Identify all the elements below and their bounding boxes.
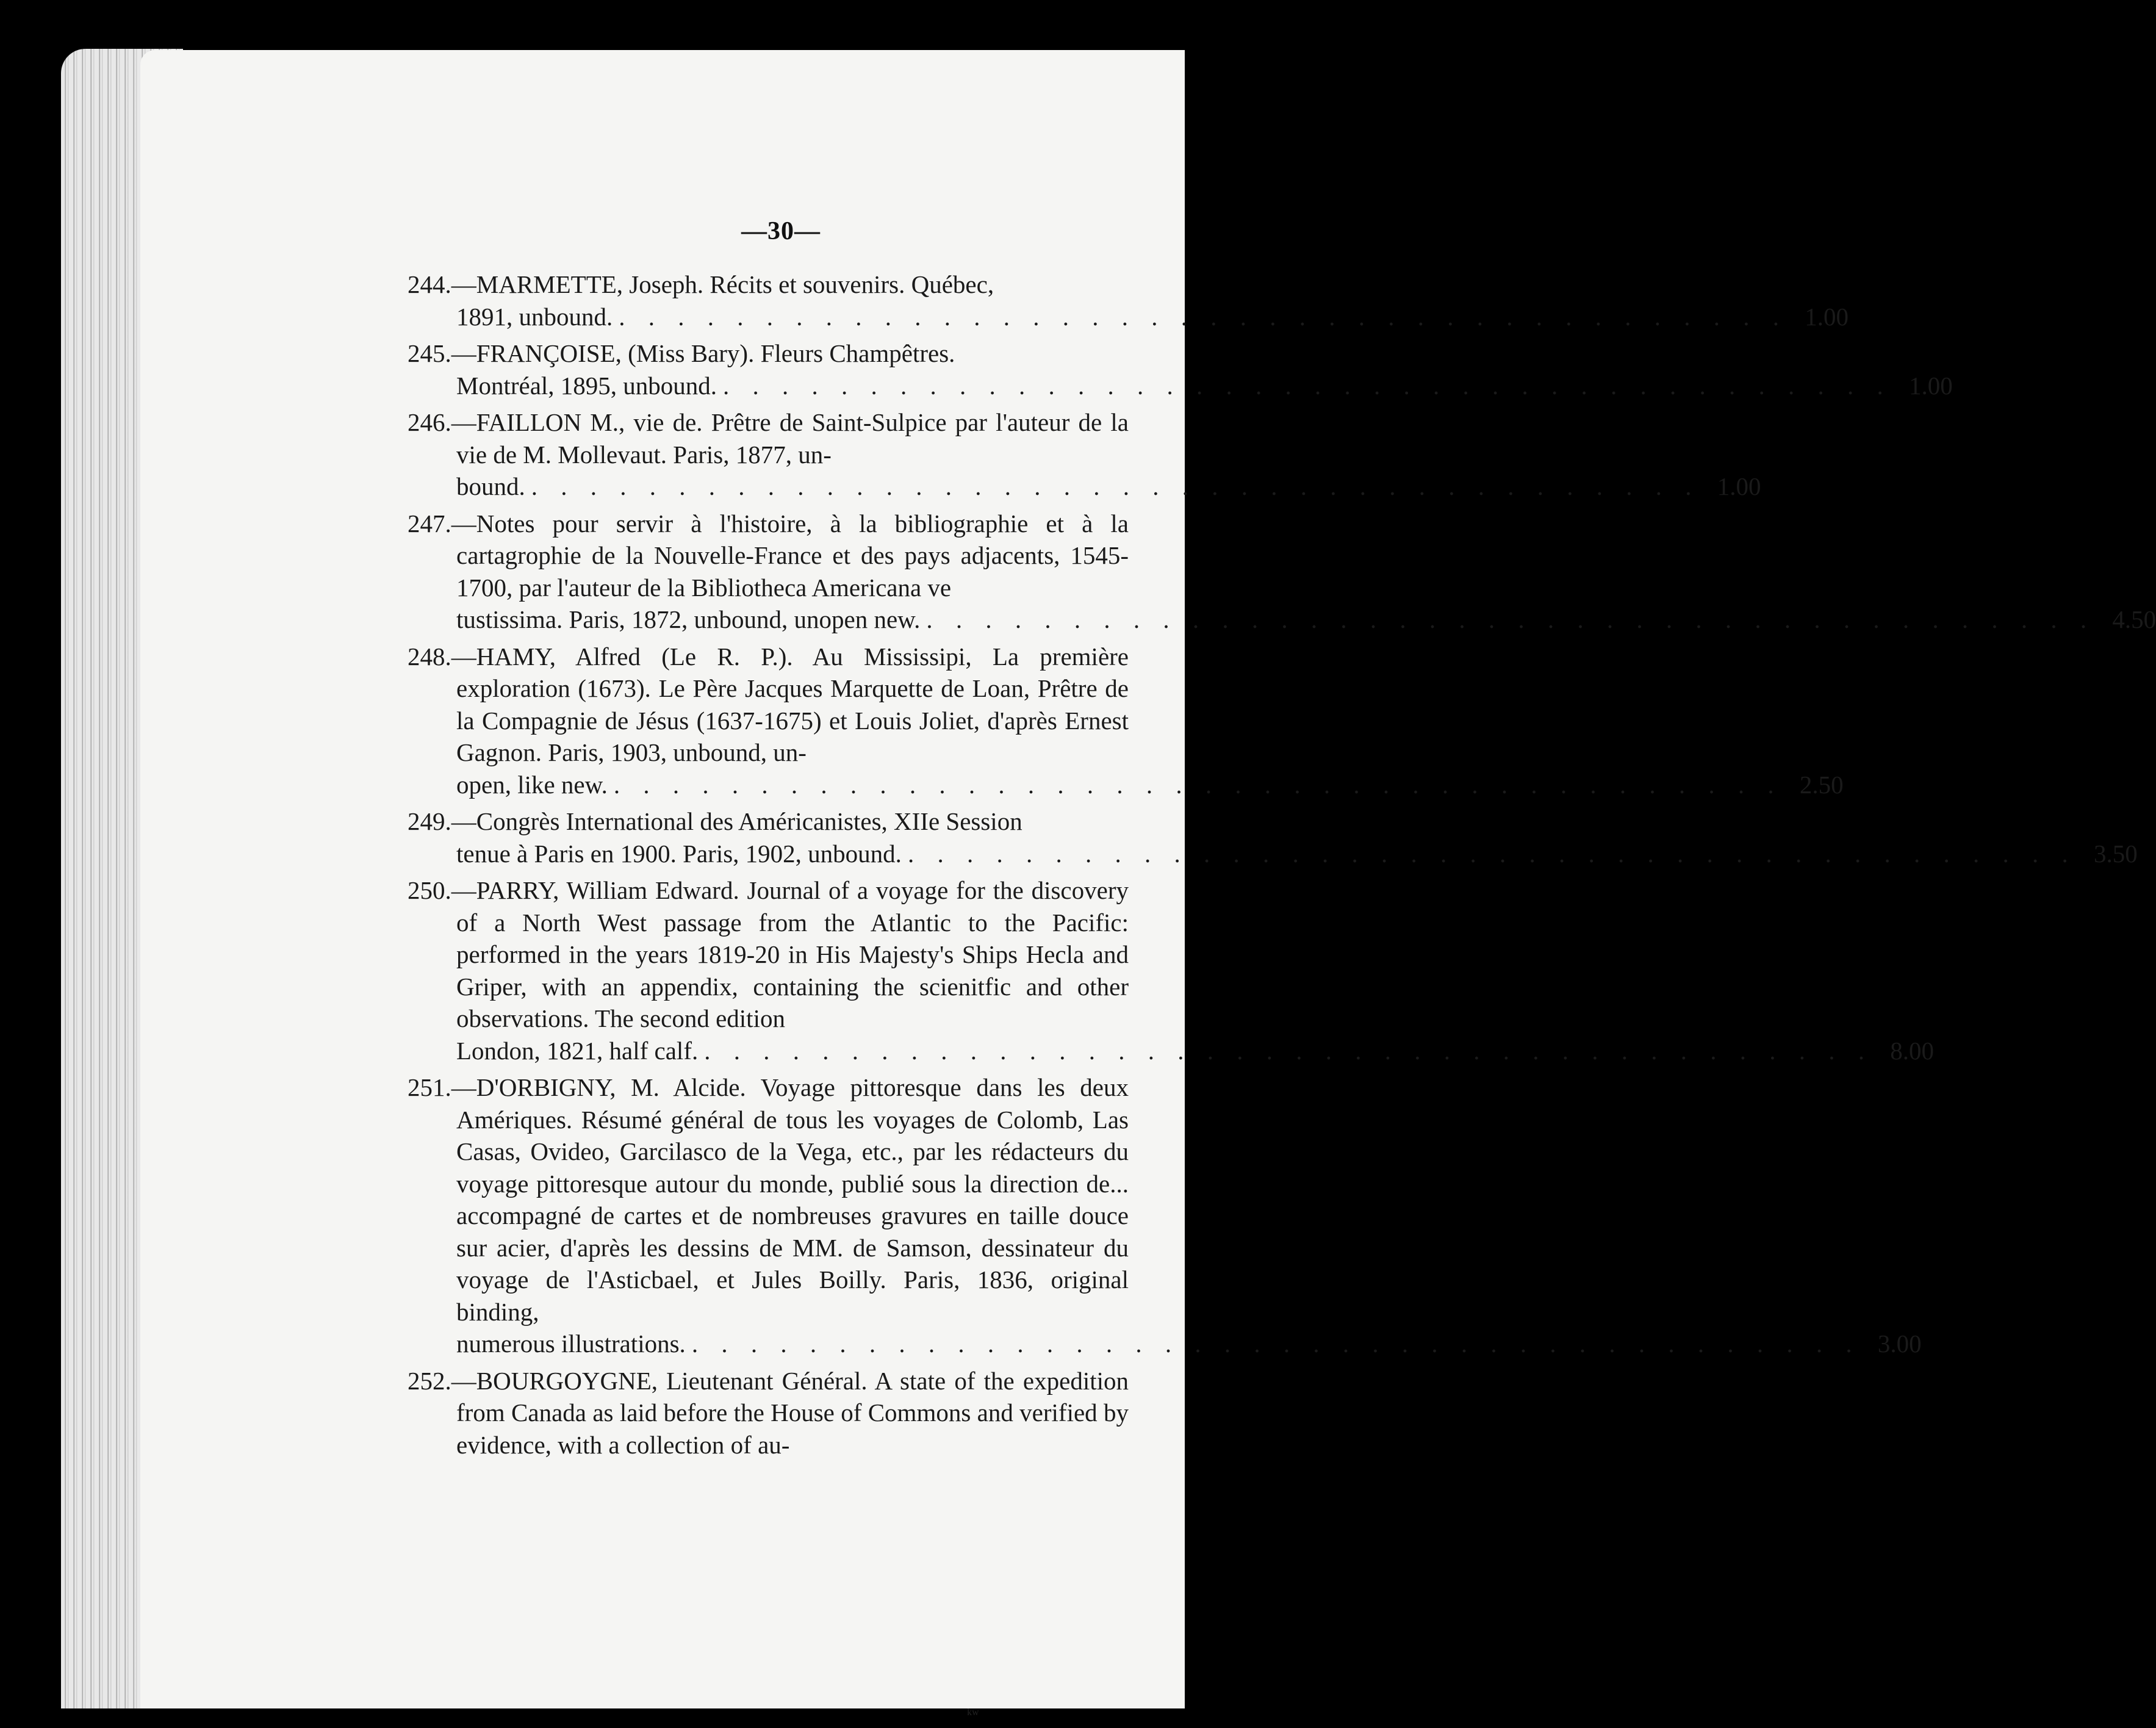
entry-text: D'ORBIGNY, M. Alcide. Voyage pittoresque dans les deux Amériques. Résumé général de tous les voyages de Colomb, Las Casas, Ovideo, Garcilasco de la Vega, etc., par les rédacteurs du voyage pittoresque autour du monde, publié sous la direction de... accompagné de cartes et de nombreuses gravures en taille douce sur acier, d'après les dessins de MM. de Samson, dessinateur du voyage de l'Asticbael, et Jules Boilly. Paris, 1836, original binding,	[456, 1073, 1129, 1326]
page-number: —30—	[741, 217, 821, 245]
entry-tail: London, 1821, half calf.	[456, 1036, 699, 1065]
scan-artifact-mark: ᵏʷ	[967, 1705, 979, 1723]
entry-tail: Montréal, 1895, unbound.	[456, 371, 717, 400]
catalogue-entry	[408, 406, 1761, 503]
entry-tail: numerous illustrations.	[456, 1330, 686, 1358]
entry-number: 247.—	[408, 509, 476, 538]
entry-price: 8.00	[1890, 1036, 1934, 1065]
catalogue-entry	[408, 337, 1953, 401]
entry-price-line	[456, 1328, 1922, 1360]
entry-tail: tustissima. Paris, 1872, unbound, unopen new.	[456, 605, 921, 633]
entry-text: BOURGOYGNE, Lieutenant Général. A state of the expedition from Canada as laid before the House of Commons and verified by evidence, with a collection of au-	[456, 1366, 1129, 1459]
entry-price: 1.00	[1909, 371, 1953, 400]
entry-tail: open, like new.	[456, 770, 608, 799]
catalogue-entry	[408, 268, 1849, 333]
entry-number: 246.—	[408, 408, 476, 436]
catalogue-entry	[408, 641, 1844, 801]
catalogue-entry	[408, 805, 2138, 869]
dot-leader: . . . . . . . . . . . . . . . . . . . . . . . . . . . . . . . . . . . . . . . .	[613, 770, 1783, 799]
dot-leader: . . . . . . . . . . . . . . . . . . . . . . . . . . . . . . . . . . . . . . . .	[723, 371, 1892, 400]
dot-leader: . . . . . . . . . . . . . . . . . . . . . . . . . . . . . . . . . . . . . . . .	[704, 1036, 1873, 1065]
entry-text: MARMETTE, Joseph. Récits et souvenirs. Québec,	[476, 270, 994, 298]
entry-text: Congrès International des Américanistes, XIIe Session	[476, 807, 1022, 835]
entry-price: 1.00	[1805, 302, 1849, 331]
catalogue-entries	[408, 268, 2156, 1466]
dot-leader: . . . . . . . . . . . . . . . . . . . . . . . . . . . . . . . . . . . . . . . .	[619, 302, 1788, 331]
catalogue-entry	[408, 1071, 1922, 1360]
entry-number: 251.—	[408, 1073, 476, 1101]
dot-leader: . . . . . . . . . . . . . . . . . . . . . . . . . . . . . . . . . . . . . . . .	[691, 1330, 1861, 1358]
entry-price: 1.00	[1717, 472, 1761, 500]
entry-number: 249.—	[408, 807, 476, 835]
entry-price-line	[456, 603, 2156, 636]
catalogue-entry	[408, 874, 1934, 1067]
entry-number: 248.—	[408, 642, 476, 671]
entry-text: FAILLON M., vie de. Prêtre de Saint-Sulpice par l'auteur de la vie de M. Mollevaut. Paris, 1877, un-	[456, 408, 1129, 469]
entry-text: Notes pour servir à l'histoire, à la bibliographie et à la cartagrophie de la Nouvelle-France et des pays adjacents, 1545-1700, par l'auteur de la Bibliotheca Americana ve	[456, 509, 1129, 602]
entry-price-line	[456, 838, 2138, 870]
entry-price-line	[456, 301, 1849, 333]
entry-price-line	[456, 470, 1761, 503]
entry-price: 3.00	[1877, 1330, 1922, 1358]
entry-price: 3.50	[2093, 839, 2138, 868]
entry-price: 2.50	[1799, 770, 1844, 799]
entry-text: FRANÇOISE, (Miss Bary). Fleurs Champêtres.	[476, 339, 955, 367]
entry-number: 245.—	[408, 339, 476, 367]
entry-tail: bound.	[456, 472, 525, 500]
entry-price-line	[456, 1035, 1934, 1067]
entry-tail: 1891, unbound.	[456, 302, 613, 331]
entry-number: 252.—	[408, 1366, 476, 1395]
entry-number: 250.—	[408, 876, 476, 904]
dot-leader: . . . . . . . . . . . . . . . . . . . . . . . . . . . . . . . . . . . . . . . .	[907, 839, 2077, 868]
catalogue-entry	[408, 1365, 1129, 1461]
dot-leader: . . . . . . . . . . . . . . . . . . . . . . . . . . . . . . . . . . . . . . . .	[531, 472, 1700, 500]
entry-text: HAMY, Alfred (Le R. P.). Au Mississipi, La première exploration (1673). Le Père Jacques Marquette de Loan, Prêtre de la Compagnie de Jésus (1637-1675) et Louis Joliet, d'après Ernest Gagnon. Paris, 1903, unbound, un-	[456, 642, 1129, 766]
entry-tail: tenue à Paris en 1900. Paris, 1902, unbound.	[456, 839, 902, 868]
entry-text: PARRY, William Edward. Journal of a voyage for the discovery of a North West passage from the Atlantic to the Pacific: performed in the years 1819-20 in His Majesty's Ships Hecla and Griper, with an appendix, containing the scienitfic and other observations. The second edition	[456, 876, 1129, 1032]
entry-price-line	[456, 370, 1953, 402]
entry-price: 4.50	[2112, 605, 2156, 633]
entry-price-line	[456, 769, 1844, 801]
entry-number: 244.—	[408, 270, 476, 298]
catalogue-entry	[408, 508, 2156, 636]
dot-leader: . . . . . . . . . . . . . . . . . . . . . . . . . . . . . . . . . . . . . . . .	[926, 605, 2096, 633]
